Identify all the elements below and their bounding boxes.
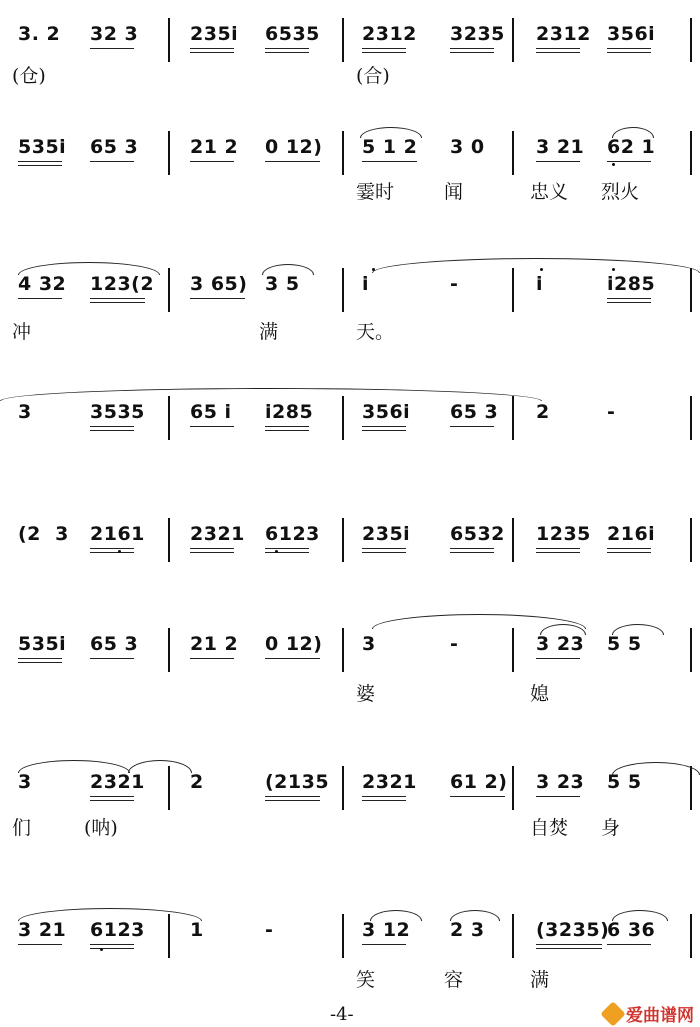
beam-line	[536, 944, 602, 949]
beam-line	[265, 796, 320, 801]
beam-line	[90, 298, 145, 303]
beam-line	[362, 944, 406, 945]
bar-line	[342, 131, 344, 175]
beam-line	[18, 298, 62, 299]
beam-line	[265, 426, 309, 431]
lyric-text: 烈火	[601, 181, 640, 203]
note-group: 3	[362, 633, 376, 655]
beam-line	[362, 48, 406, 53]
note-group: (3235)	[536, 919, 610, 941]
bar-line	[168, 268, 170, 312]
beam-line	[607, 944, 651, 945]
note-group: 62 1	[607, 136, 656, 158]
note-group: 3 5	[265, 273, 300, 295]
watermark-logo	[604, 1001, 694, 1026]
bar-line	[690, 628, 692, 672]
note-group: 235i	[190, 23, 239, 45]
slur-arc	[128, 760, 192, 773]
lyric-text: (呐)	[84, 817, 118, 839]
note-group: -	[265, 919, 274, 941]
slur-arc	[18, 262, 160, 275]
beam-line	[90, 658, 134, 659]
note-group: 3235	[450, 23, 505, 45]
note-group: 2161	[90, 523, 145, 545]
octave-dot	[612, 268, 615, 271]
lyric-text: 冲	[12, 321, 32, 343]
slur-arc	[372, 258, 700, 273]
bar-line	[342, 396, 344, 440]
note-group: 535i	[18, 136, 67, 158]
bar-line	[512, 396, 514, 440]
lyric-text: 媳	[530, 683, 550, 705]
bar-line	[512, 766, 514, 810]
bar-line	[168, 18, 170, 62]
note-group: 65 3	[450, 401, 499, 423]
beam-line	[90, 48, 134, 49]
bar-line	[690, 518, 692, 562]
beam-line	[190, 48, 234, 53]
beam-line	[90, 426, 134, 431]
note-group: 535i	[18, 633, 67, 655]
bar-line	[512, 18, 514, 62]
bar-line	[168, 396, 170, 440]
note-group: 2321	[362, 771, 417, 793]
note-group: 235i	[362, 523, 411, 545]
note-group: 3 23	[536, 771, 585, 793]
lyric-text: (合)	[356, 65, 390, 87]
note-group: 5 5	[607, 771, 642, 793]
note-group: i285	[265, 401, 314, 423]
note-group: 3 65)	[190, 273, 248, 295]
note-group: 65 3	[90, 633, 139, 655]
note-group: 3 0	[450, 136, 485, 158]
beam-line	[607, 48, 651, 53]
note-group: i	[536, 273, 544, 295]
slur-arc	[0, 388, 542, 401]
note-group: 3	[18, 771, 32, 793]
note-group: 123(2	[90, 273, 155, 295]
note-group: 65 i	[190, 401, 232, 423]
bar-line	[690, 131, 692, 175]
slur-arc	[612, 910, 668, 921]
slur-arc	[360, 127, 422, 138]
beam-line	[536, 161, 580, 162]
beam-line	[536, 796, 580, 797]
bar-line	[342, 914, 344, 958]
beam-line	[190, 298, 245, 299]
beam-line	[90, 161, 134, 162]
beam-line	[18, 161, 62, 166]
page-number: -4-	[330, 1004, 354, 1025]
note-group: i285	[607, 273, 656, 295]
bar-line	[342, 268, 344, 312]
note-group: 6 36	[607, 919, 656, 941]
octave-dot	[372, 268, 375, 271]
bar-line	[342, 766, 344, 810]
watermark-text: 爱曲谱网	[626, 1006, 694, 1026]
note-group: 0 12)	[265, 633, 323, 655]
slur-arc	[18, 908, 202, 921]
bar-line	[342, 628, 344, 672]
lyric-text: 身	[601, 817, 621, 839]
beam-line	[450, 796, 505, 797]
lyric-text: 们	[12, 817, 32, 839]
slur-arc	[370, 910, 422, 921]
lyric-text: 笑	[356, 969, 376, 991]
beam-line	[362, 548, 406, 553]
octave-dot	[612, 163, 615, 166]
beam-line	[607, 161, 651, 162]
note-group: 5 5	[607, 633, 642, 655]
score-row	[0, 770, 700, 870]
beam-line	[265, 161, 320, 162]
note-group: -	[450, 633, 459, 655]
bar-line	[168, 518, 170, 562]
octave-dot	[540, 268, 543, 271]
lyric-text: 自焚	[530, 817, 569, 839]
bar-line	[512, 131, 514, 175]
beam-line	[18, 944, 62, 945]
score-row	[0, 135, 700, 235]
note-group: 3 21	[536, 136, 585, 158]
beam-line	[190, 548, 234, 553]
lyric-text: (仓)	[12, 65, 46, 87]
beam-line	[362, 426, 406, 431]
lyric-text: 满	[259, 321, 279, 343]
bar-line	[512, 628, 514, 672]
beam-line	[265, 658, 320, 659]
lyric-text: 满	[530, 969, 550, 991]
slur-arc	[450, 910, 500, 921]
note-group: 2312	[362, 23, 417, 45]
beam-line	[90, 796, 134, 801]
slur-arc	[612, 624, 664, 635]
note-group: 6123	[90, 919, 145, 941]
beam-line	[536, 658, 580, 659]
beam-line	[450, 48, 494, 53]
lyric-text: 霎时	[356, 181, 395, 203]
beam-line	[607, 548, 651, 553]
note-group: 65 3	[90, 136, 139, 158]
bar-line	[342, 18, 344, 62]
bar-line	[690, 18, 692, 62]
note-group: 2	[536, 401, 550, 423]
lyric-text: 容	[444, 969, 464, 991]
beam-line	[536, 48, 580, 53]
beam-line	[90, 944, 134, 949]
beam-line	[190, 426, 234, 427]
note-group: 32 3	[90, 23, 139, 45]
beam-line	[190, 658, 234, 659]
note-group: 21 2	[190, 136, 239, 158]
beam-line	[536, 548, 580, 553]
note-group: 3 23	[536, 633, 585, 655]
beam-line	[90, 548, 134, 553]
note-group: 3 12	[362, 919, 411, 941]
note-group: 2321	[90, 771, 145, 793]
bar-line	[512, 914, 514, 958]
beam-line	[450, 548, 494, 553]
note-group: 1	[190, 919, 204, 941]
logo-icon	[600, 1001, 625, 1026]
note-group: 1235	[536, 523, 591, 545]
score-row	[0, 522, 700, 622]
beam-line	[18, 658, 62, 663]
octave-dot	[100, 948, 103, 951]
score-row	[0, 272, 700, 372]
beam-line	[362, 161, 417, 162]
note-group: (2 3	[18, 523, 69, 545]
bar-line	[512, 518, 514, 562]
octave-dot	[118, 550, 121, 553]
note-group: 2312	[536, 23, 591, 45]
note-group: -	[607, 401, 616, 423]
bar-line	[690, 268, 692, 312]
score-row	[0, 918, 700, 1018]
score-row	[0, 400, 700, 500]
lyric-text: 婆	[356, 683, 376, 705]
note-group: 2321	[190, 523, 245, 545]
note-group: 5 1 2	[362, 136, 418, 158]
bar-line	[342, 518, 344, 562]
lyric-text: 忠义	[530, 181, 569, 203]
slur-arc	[262, 264, 314, 275]
note-group: 0 12)	[265, 136, 323, 158]
note-group: 2	[190, 771, 204, 793]
lyric-text: 闻	[444, 181, 464, 203]
bar-line	[512, 268, 514, 312]
note-group: 21 2	[190, 633, 239, 655]
note-group: 3 21	[18, 919, 67, 941]
note-group: 356i	[607, 23, 656, 45]
note-group: i	[362, 273, 370, 295]
note-group: 3. 2	[18, 23, 61, 45]
note-group: 356i	[362, 401, 411, 423]
score-row	[0, 632, 700, 732]
note-group: 6535	[265, 23, 320, 45]
note-group: (2135	[265, 771, 330, 793]
bar-line	[690, 914, 692, 958]
note-group: 3535	[90, 401, 145, 423]
bar-line	[168, 628, 170, 672]
lyric-text: 天。	[356, 321, 395, 343]
octave-dot	[275, 550, 278, 553]
beam-line	[265, 48, 309, 53]
beam-line	[362, 796, 406, 801]
beam-line	[607, 298, 651, 303]
note-group: 216i	[607, 523, 656, 545]
beam-line	[265, 548, 309, 553]
slur-arc	[612, 762, 700, 775]
slur-arc	[18, 760, 130, 773]
score-row	[0, 22, 700, 122]
note-group: 2 3	[450, 919, 485, 941]
note-group: 3	[18, 401, 32, 423]
slur-arc	[612, 127, 654, 138]
note-group: 61 2)	[450, 771, 508, 793]
beam-line	[450, 426, 494, 427]
note-group: 6123	[265, 523, 320, 545]
bar-line	[690, 396, 692, 440]
beam-line	[190, 161, 234, 162]
bar-line	[168, 131, 170, 175]
note-group: -	[450, 273, 459, 295]
note-group: 4 32	[18, 273, 67, 295]
note-group: 6532	[450, 523, 505, 545]
